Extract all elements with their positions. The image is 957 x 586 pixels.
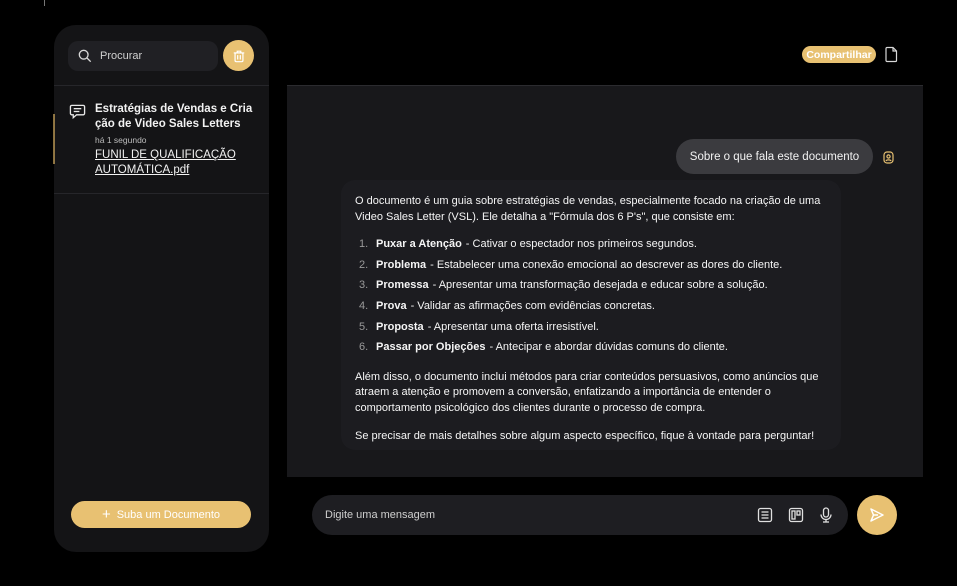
search-row xyxy=(68,41,258,71)
upload-document-button[interactable] xyxy=(71,501,251,528)
sidebar-divider xyxy=(54,85,269,86)
user-avatar-icon xyxy=(883,151,894,164)
assistant-paragraph: Além disso, o documento inclui métodos para criar conteúdos persuasivos, como anúncios que atraem a atenção e promovem a conversão, enfatizando a importância de entender o comportamento psicológico dos clientes durante o processo de compra. xyxy=(355,370,819,414)
list-item: 1. Puxar a Atenção - Cativar o espectador nos primeiros segundos. xyxy=(359,238,697,250)
chat-panel xyxy=(287,85,923,477)
list-item: 5. Proposta - Apresentar uma oferta irresistível. xyxy=(359,320,599,333)
formula-list xyxy=(355,237,827,356)
search-icon xyxy=(78,49,92,63)
upload-label: Suba um Documento xyxy=(116,508,221,521)
chat-bubble-icon xyxy=(69,103,86,120)
document-list-icon[interactable] xyxy=(757,507,773,523)
sidebar-divider xyxy=(54,193,269,194)
document-list-item[interactable] xyxy=(54,100,269,194)
document-file-link[interactable]: FUNIL DE QUALIFICAÇÃO AUTOMÁTICA.pdf xyxy=(95,149,236,176)
user-message-bubble: Sobre o que fala este documento xyxy=(676,139,873,174)
active-indicator xyxy=(53,114,55,164)
trash-icon xyxy=(232,49,246,63)
list-item: 3. Promessa - Apresentar uma transformação desejada e educar sobre a solução. xyxy=(359,279,768,292)
share-button[interactable]: Compartilhar xyxy=(802,46,876,63)
search-input[interactable] xyxy=(100,50,210,62)
document-icon[interactable] xyxy=(884,46,898,63)
document-timestamp: há 1 segundo xyxy=(95,135,147,145)
list-item: 2. Problema - Estabelecer uma conexão emocional ao descrever as dores do cliente. xyxy=(359,258,783,271)
assistant-closing: Se precisar de mais detalhes sobre algum aspecto específico, fique à vontade para perguntar! xyxy=(355,430,815,443)
assistant-intro: O documento é um guia sobre estratégias de vendas, especialmente focado na criação de uma Video Sales Letter (VSL). Ele detalha a "Fórmula dos 6 P's", que consiste em: xyxy=(355,195,821,223)
send-button[interactable] xyxy=(857,495,897,535)
message-input[interactable] xyxy=(325,509,745,521)
delete-button[interactable] xyxy=(223,40,254,71)
plus-icon: + xyxy=(101,506,111,523)
list-item: 6. Passar por Objeções - Antecipar e abordar dúvidas comuns do cliente. xyxy=(359,341,728,354)
list-item: 4. Prova - Validar as afirmações com evidências concretas. xyxy=(359,300,655,313)
search-box[interactable] xyxy=(68,41,218,71)
assistant-message xyxy=(341,180,841,450)
layout-icon[interactable] xyxy=(788,507,804,523)
window-edge-mark xyxy=(44,0,45,6)
send-icon xyxy=(869,507,885,523)
sidebar xyxy=(54,25,269,552)
document-title: Estratégias de Vendas e Criação de Video Sales Letters xyxy=(95,103,253,130)
microphone-icon[interactable] xyxy=(818,507,834,523)
message-composer xyxy=(312,495,848,535)
